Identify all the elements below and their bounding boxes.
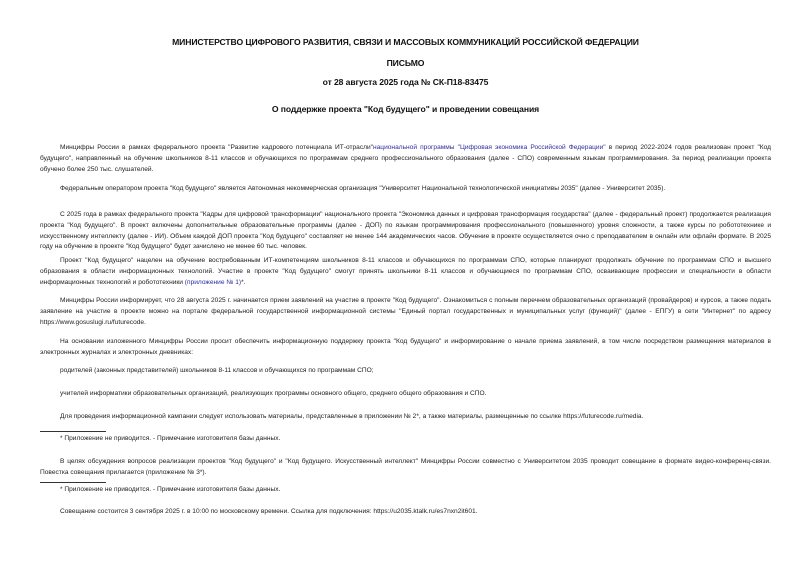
paragraph-6: На основании изложенного Минцифры России просит обеспечить информационную поддержку проекта "Код будущего" и информирование о начале приема заявлений, в том числе посредством размещения материалов в электронных журналах и электронных дневниках: xyxy=(40,338,771,356)
document-subject: О поддержке проекта "Код будущего" и проведении совещания xyxy=(271,104,540,114)
paragraph-11: Совещание состоится 3 сентября 2025 г. в 10:00 по московскому времени. Ссылка для подключения: https://u2035.ktalk.ru/es7nxn2it601. xyxy=(60,508,478,515)
list-item-parents: родителей (законных представителей) школьников 8-11 классов и обучающихся по программам СПО; xyxy=(60,367,374,374)
paragraph-1-text-cont: в период 2022-2024 годов реализован проект "Код будущего", направленный на обучение школьников 8-11 классов и обучающихся по программам среднего профессионального образования (далее - СПО) современным языкам программирования. За период реализации проекта обучено более 250 тыс. слушателей. xyxy=(40,144,771,173)
national-program-link[interactable]: национальной программы "Цифровая экономика Российской Федерации" xyxy=(373,144,606,151)
appendix-1-link[interactable]: (приложение № 1) xyxy=(184,278,242,286)
footnote-2: * Приложение не приводится. - Примечание изготовителя базы данных. xyxy=(60,486,281,493)
paragraph-4-text: Проект "Код будущего" нацелен на обучение востребованным ИТ-компетенциям школьников 8-11 классов и обучающихся по программам СПО, которые планируют продолжать обучение по программам СПО и высшего образования в области информационных технологий. Участие в проекте "Код будущего" смогут принять школьники 8-11 классов и обучающиеся по программам СПО, осваивающие профессии и специальности в области информационных технологий и робототехники xyxy=(40,257,771,286)
paragraph-4-text-cont: *. xyxy=(241,278,246,286)
paragraph-1 xyxy=(40,143,771,175)
ministry-heading: МИНИСТЕРСТВО ЦИФРОВОГО РАЗВИТИЯ, СВЯЗИ И МАССОВЫХ КОММУНИКАЦИЙ РОССИЙСКОЙ ФЕДЕРАЦИИ xyxy=(172,37,639,47)
paragraph-5: Минцифры России информирует, что 28 августа 2025 г. начинается прием заявлений на участие в проекте "Код будущего". Ознакомиться с полным перечнем образовательных организаций (провайдеров) и курсов, а также подать заявление на участие в проекте можно на портале федеральной государственной информационной системы "Единый портал государственных и муниципальных услуг (функций)" (далее - ЕПГУ) в сети "Интернет" по адресу https://www.gosuslugi.ru/futurecode. xyxy=(40,297,771,326)
paragraph-9: Для проведения информационной кампании следует использовать материалы, представленные в приложении № 2*, а также материалы, размещенные по ссылке https://futurecode.ru/media. xyxy=(60,413,644,420)
paragraph-3: С 2025 года в рамках федерального проекта "Кадры для цифровой трансформации" национального проекта "Экономика данных и цифровая трансформация государства" (далее - федеральный проект) продолжается реализация проекта "Код будущего". В проект включены дополнительные образовательные программы (далее - ДОП) по языкам программирования профессионального (повышенного) уровня сложности, а также курсы по робототехнике и искусственному интеллекту (далее - ИИ). Объем каждой ДОП проекта "Код будущего" составляет не менее 144 академических часов. Обучение в проекте осуществляется очно с преподавателем в онлайн или офлайн формате. В 2025 году на обучение в проекте "Код будущего" будет зачислено не менее 60 тыс. человек. xyxy=(40,211,771,251)
paragraph-2: Федеральным оператором проекта "Код будущего" является Автономная некоммерческая организация "Университет Национальной технологической инициативы 2035" (далее - Университет 2035). xyxy=(60,185,666,192)
list-item-teachers: учителей информатики образовательных организаций, реализующих программы основного общего, среднего общего образования и СПО. xyxy=(60,390,487,397)
document-page xyxy=(40,0,771,571)
paragraph-1-text: Минцифры России в рамках федерального проекта "Развитие кадрового потенциала ИТ-отрасли" xyxy=(60,144,373,151)
footnote-1: * Приложение не приводится. - Примечание изготовителя базы данных. xyxy=(60,435,281,442)
document-type: ПИСЬМО xyxy=(386,58,425,68)
footnote-divider-1 xyxy=(40,431,106,432)
paragraph-10: В целях обсуждения вопросов реализации проектов "Код будущего" и "Код будущего. Искусственный интеллект" Минцифры России совместно с Университетом 2035 проводит совещание в формате видео-конференц-связи. Повестка совещания прилагается (приложение № 3*). xyxy=(40,458,771,476)
footnote-divider-2 xyxy=(40,482,106,483)
paragraph-4 xyxy=(40,256,771,288)
document-date-number: от 28 августа 2025 года № СК-П18-83475 xyxy=(322,77,489,87)
